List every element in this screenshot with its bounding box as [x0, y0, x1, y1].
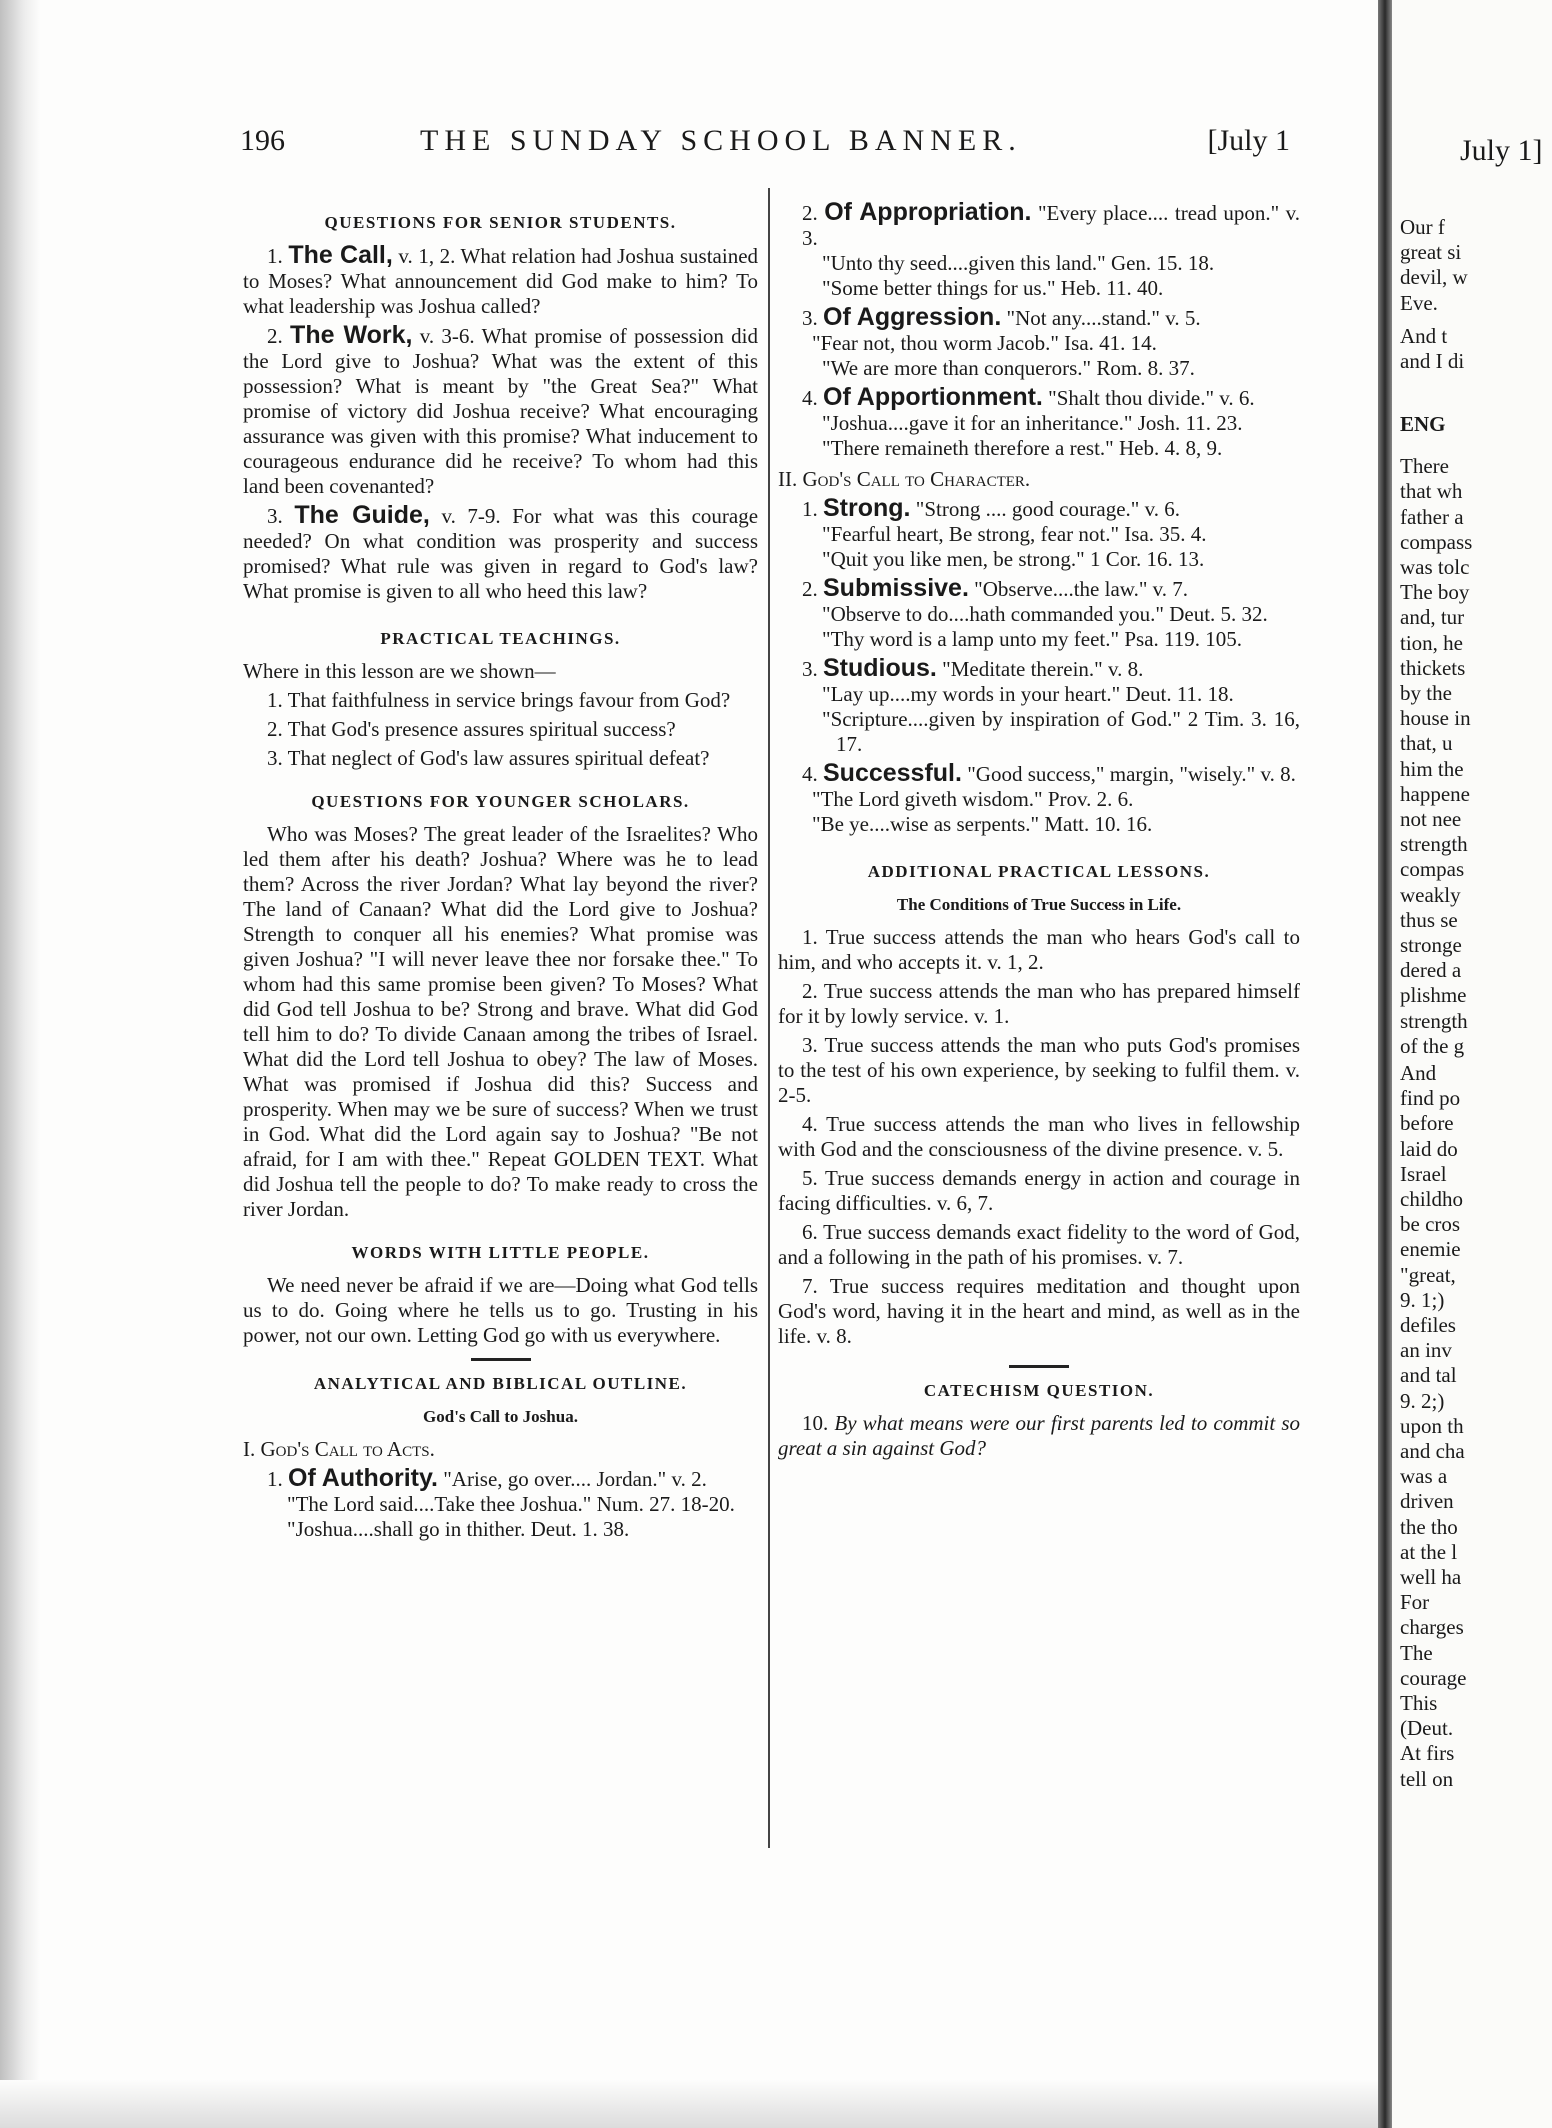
facing-page-line: him the	[1400, 756, 1464, 781]
item-head: Of Authority.	[288, 1464, 438, 1492]
additional-subheading: The Conditions of True Success in Life.	[896, 895, 1182, 914]
facing-page-line: weakly	[1400, 882, 1461, 907]
outline-item	[778, 656, 1300, 682]
senior-item-2	[243, 323, 758, 499]
outline-item	[243, 1466, 758, 1492]
outline-ref: "The Lord said....Take thee Joshua." Num. 27. 18-20.	[287, 1492, 735, 1516]
facing-page-line: before	[1400, 1111, 1454, 1136]
facing-page-line: Israel	[1400, 1161, 1447, 1186]
practical-heading: PRACTICAL TEACHINGS.	[380, 629, 621, 648]
facing-page-line: Eve.	[1400, 290, 1438, 315]
facing-page-line: upon th	[1400, 1413, 1464, 1438]
facing-page-line: The	[1400, 1640, 1433, 1665]
facing-page-line: compas	[1400, 857, 1465, 882]
item-number: 1.	[802, 497, 818, 521]
item-head: Of Appropriation.	[824, 198, 1032, 226]
facing-page-line: tion, he	[1400, 630, 1463, 655]
facing-page-line: enemie	[1400, 1237, 1461, 1262]
item-text: "Observe....the law." v. 7.	[974, 577, 1189, 601]
facing-page-line: Our f	[1400, 215, 1445, 239]
additional-item: 7. True success requires meditation and thought upon God's word, having it in the heart and mind, as well as in the life. v. 8.	[778, 1274, 1300, 1348]
facing-page-line: and I di	[1400, 349, 1465, 373]
additional-item: 3. True success attends the man who puts God's promises to the test of his own experience, by seeking to fulfil them. v. 2-5.	[778, 1033, 1300, 1107]
practical-item: 2. That God's presence assures spiritual success?	[267, 717, 676, 741]
outline-ref: "There remaineth therefore a rest." Heb. 4. 8, 9.	[822, 436, 1223, 460]
outline-ref: "Fear not, thou worm Jacob." Isa. 41. 14.	[812, 331, 1157, 355]
outline-part-1: I. God's Call to Acts.	[243, 1437, 435, 1461]
item-number: 3.	[802, 306, 818, 330]
facing-page-line: At firs	[1400, 1741, 1455, 1766]
facing-page-line: For	[1400, 1590, 1430, 1615]
facing-page-line: strength	[1400, 1008, 1468, 1033]
item-head: Strong.	[823, 494, 911, 522]
facing-header: July 1]	[1460, 134, 1543, 167]
item-number: 4.	[802, 762, 818, 786]
facing-page-line: be cros	[1400, 1212, 1461, 1237]
item-number: 2.	[802, 201, 818, 225]
item-number: 1.	[267, 1467, 283, 1491]
facing-page-line: courage	[1400, 1665, 1467, 1690]
item-text: "Strong .... good courage." v. 6.	[915, 497, 1180, 521]
facing-page-line: ENG	[1400, 412, 1446, 437]
outline-ref: "Some better things for us." Heb. 11. 40.	[822, 276, 1164, 300]
facing-page-line: The boy	[1400, 580, 1470, 605]
item-head: The Work,	[290, 321, 413, 349]
facing-page-line: and, tur	[1400, 605, 1465, 630]
facing-page-line: 9. 2;)	[1400, 1388, 1445, 1413]
facing-page-line: that, u	[1400, 731, 1453, 756]
outline-item	[778, 576, 1300, 602]
facing-page-line: charges	[1400, 1615, 1464, 1640]
outline-ref: "Be ye....wise as serpents." Matt. 10. 16.	[812, 812, 1153, 836]
facing-page-line: an inv	[1400, 1338, 1452, 1363]
facing-page-line: dered a	[1400, 958, 1462, 983]
section-rule	[471, 1358, 531, 1361]
additional-item: 5. True success demands energy in action and courage in facing difficulties. v. 6, 7.	[778, 1166, 1300, 1215]
outline-item	[778, 761, 1300, 787]
book-gutter	[1378, 0, 1392, 2128]
facing-page-line: laid do	[1400, 1136, 1458, 1161]
practical-intro: Where in this lesson are we shown—	[243, 659, 556, 683]
facing-page-line: strength	[1400, 832, 1468, 857]
facing-page-line: defiles	[1400, 1313, 1456, 1337]
left-column	[243, 200, 758, 1542]
practical-item: 3. That neglect of God's law assures spiritual defeat?	[267, 746, 710, 770]
outline-part-2: II. God's Call to Character.	[778, 467, 1031, 491]
outline-item	[778, 200, 1300, 251]
facing-page-line: by the	[1400, 681, 1452, 705]
facing-page-line: thickets	[1400, 655, 1466, 680]
item-head: Of Aggression.	[823, 303, 1002, 331]
item-head: The Call,	[288, 241, 393, 269]
facing-page-line: great si	[1400, 240, 1462, 265]
page-edge-left	[0, 0, 40, 2128]
facing-page-line: well ha	[1400, 1565, 1462, 1589]
additional-item: 2. True success attends the man who has prepared himself for it by lowly service. v. 1.	[778, 979, 1300, 1028]
item-number: 2.	[802, 577, 818, 601]
outline-item	[778, 305, 1300, 331]
facing-page-line: not nee	[1400, 807, 1462, 831]
item-number: 2.	[267, 324, 283, 348]
outline-heading: ANALYTICAL AND BIBLICAL OUTLINE.	[313, 1374, 688, 1393]
outline-ref: "Quit you like men, be strong." 1 Cor. 16. 13.	[822, 547, 1205, 571]
item-text: v. 7-9. For what was this courage needed? On what condition was prosperity and success promised? What rule was given in regard to God's law? What promise is given to all who heed this law?	[243, 504, 759, 603]
facing-page-line: stronge	[1400, 933, 1462, 957]
facing-page-line: (Deut.	[1400, 1716, 1454, 1741]
facing-page	[1392, 0, 1552, 2128]
additional-item: 1. True success attends the man who hears God's call to him, and who accepts it. v. 1, 2.	[778, 925, 1300, 974]
page-edge-bottom	[0, 2080, 1552, 2128]
facing-page-line: And t	[1400, 323, 1448, 348]
facing-page-line: And	[1400, 1061, 1437, 1085]
facing-page-line: devil, w	[1400, 265, 1468, 290]
facing-page-line: There	[1400, 454, 1449, 479]
facing-page-line: driven	[1400, 1489, 1454, 1514]
facing-page-line: and cha	[1400, 1439, 1465, 1463]
item-number: 4.	[802, 386, 818, 410]
outline-ref: "Observe to do....hath commanded you." Deut. 5. 32.	[822, 602, 1268, 626]
item-text: "Shalt thou divide." v. 6.	[1048, 386, 1255, 410]
column-rule	[768, 188, 770, 1848]
facing-page-line: plishme	[1400, 983, 1467, 1008]
facing-page-line: This	[1400, 1691, 1438, 1715]
publication-title: THE SUNDAY SCHOOL BANNER.	[420, 124, 1022, 157]
middle-column	[778, 200, 1300, 1465]
facing-page-line: was tolc	[1400, 555, 1470, 579]
item-number: 3.	[267, 504, 283, 528]
outline-ref: "Unto thy seed....given this land." Gen. 15. 18.	[822, 251, 1215, 275]
outline-item	[778, 385, 1300, 411]
facing-page-line: find po	[1400, 1086, 1461, 1111]
catechism-heading: CATECHISM QUESTION.	[923, 1381, 1155, 1400]
facing-page-line: that wh	[1400, 479, 1463, 504]
page-header	[240, 124, 1290, 174]
facing-page-line: was a	[1400, 1464, 1448, 1489]
outline-item	[778, 496, 1300, 522]
outline-ref: "Joshua....shall go in thither. Deut. 1. 38.	[287, 1517, 630, 1541]
item-text: v. 3-6. What promise of possession did the Lord give to Joshua? What was the extent of this possession? What is meant by "the Great Sea?" What promise of victory did Joshua receive? What encouraging assurance was given with this promise? What inducement to courageous endurance did he receive? To whom had this land been covenanted?	[243, 324, 759, 498]
senior-item-3	[243, 503, 758, 604]
item-text: v. 1, 2. What relation had Joshua sustained to Moses? What announcement did God make to him? To what leadership was Joshua called?	[243, 244, 759, 318]
item-head: Of Apportionment.	[823, 383, 1043, 411]
outline-ref: "Lay up....my words in your heart." Deut. 11. 18.	[822, 682, 1234, 706]
facing-page-line: "great,	[1400, 1262, 1456, 1287]
facing-page-line: 9. 1;)	[1400, 1287, 1445, 1312]
facing-page-line: the tho	[1400, 1514, 1458, 1539]
additional-heading: ADDITIONAL PRACTICAL LESSONS.	[867, 862, 1211, 881]
little-text: We need never be afraid if we are—Doing what God tells us to do. Going where he tells us to go. Trusting in his power, not our own. Letting God go with us everywhere.	[243, 1273, 758, 1347]
outline-ref: "Scripture....given by inspiration of God." 2 Tim. 3. 16, 17.	[822, 707, 1300, 756]
section-rule	[1009, 1365, 1069, 1368]
little-heading: WORDS WITH LITTLE PEOPLE.	[351, 1243, 650, 1262]
senior-heading: QUESTIONS FOR SENIOR STUDENTS.	[324, 213, 677, 232]
page-number: 196	[240, 124, 285, 157]
item-text: "Meditate therein." v. 8.	[942, 657, 1144, 681]
additional-item: 4. True success attends the man who lives in fellowship with God and the consciousness of the divine presence. v. 5.	[778, 1112, 1300, 1161]
facing-page-line: house in	[1400, 706, 1471, 731]
facing-page-line: tell on	[1400, 1766, 1454, 1791]
outline-ref: "We are more than conquerors." Rom. 8. 37.	[822, 356, 1195, 380]
facing-page-line: of the g	[1400, 1033, 1465, 1058]
younger-heading: QUESTIONS FOR YOUNGER SCHOLARS.	[311, 792, 690, 811]
question-text: By what means were our first parents led to commit so great a sin against God?	[778, 1411, 1300, 1460]
outline-ref: "The Lord giveth wisdom." Prov. 2. 6.	[812, 787, 1134, 811]
younger-text: Who was Moses? The great leader of the Israelites? Who led them after his death? Joshua? Where was he to lead them? Across the river Jordan? What lay beyond the river? The land of Canaan? What did the Lord give to Joshua? Strength to conquer all his enemies? What promise was given Joshua? "I will never leave thee nor forsake thee." To whom had this same promise been given? To Moses? What did God tell Joshua to be? Strong and brave. What did God tell him to do? To divide Canaan among the tribes of Israel. What did the Lord tell Joshua to obey? The law of Moses. What was promised if Joshua did this? Success and prosperity. When may we be sure of success? When we trust in God. What did the Lord again say to Joshua? "Be not afraid, for I am with thee." Repeat GOLDEN TEXT. What did Joshua tell the people to do? To make ready to cross the river Jordan.	[243, 822, 758, 1221]
facing-page-line: father a	[1400, 504, 1464, 529]
item-text: "Every place.... tread upon." v. 3.	[802, 201, 1301, 250]
senior-item-1	[243, 243, 758, 319]
outline-subheading: God's Call to Joshua.	[423, 1407, 578, 1426]
item-head: Successful.	[823, 759, 962, 787]
item-text: "Not any....stand." v. 5.	[1006, 306, 1201, 330]
facing-page-line: at the l	[1400, 1539, 1458, 1564]
practical-item: 1. That faithfulness in service brings favour from God?	[267, 688, 731, 712]
facing-page-line: thus se	[1400, 907, 1458, 932]
question-number: 10.	[802, 1411, 829, 1435]
outline-ref: "Thy word is a lamp unto my feet." Psa. 119. 105.	[822, 627, 1242, 651]
additional-item: 6. True success demands exact fidelity to the word of God, and a following in the path of his promises. v. 7.	[778, 1220, 1300, 1269]
item-text: "Good success," margin, "wisely." v. 8.	[967, 762, 1296, 786]
outline-ref: "Joshua....gave it for an inheritance." Josh. 11. 23.	[822, 411, 1243, 435]
catechism-question	[778, 1411, 1300, 1461]
item-head: Studious.	[823, 654, 937, 682]
facing-page-line: compass	[1400, 529, 1473, 554]
facing-page-line: happene	[1400, 781, 1470, 806]
item-number: 3.	[802, 657, 818, 681]
header-date: [July 1	[1207, 124, 1290, 157]
item-number: 1.	[267, 244, 283, 268]
item-head: The Guide,	[294, 501, 430, 529]
facing-page-line: childho	[1400, 1187, 1463, 1211]
facing-page-line: and tal	[1400, 1363, 1457, 1388]
item-head: Submissive.	[823, 574, 969, 602]
outline-ref: "Fearful heart, Be strong, fear not." Isa. 35. 4.	[822, 522, 1207, 546]
item-text: "Arise, go over.... Jordan." v. 2.	[443, 1467, 707, 1491]
